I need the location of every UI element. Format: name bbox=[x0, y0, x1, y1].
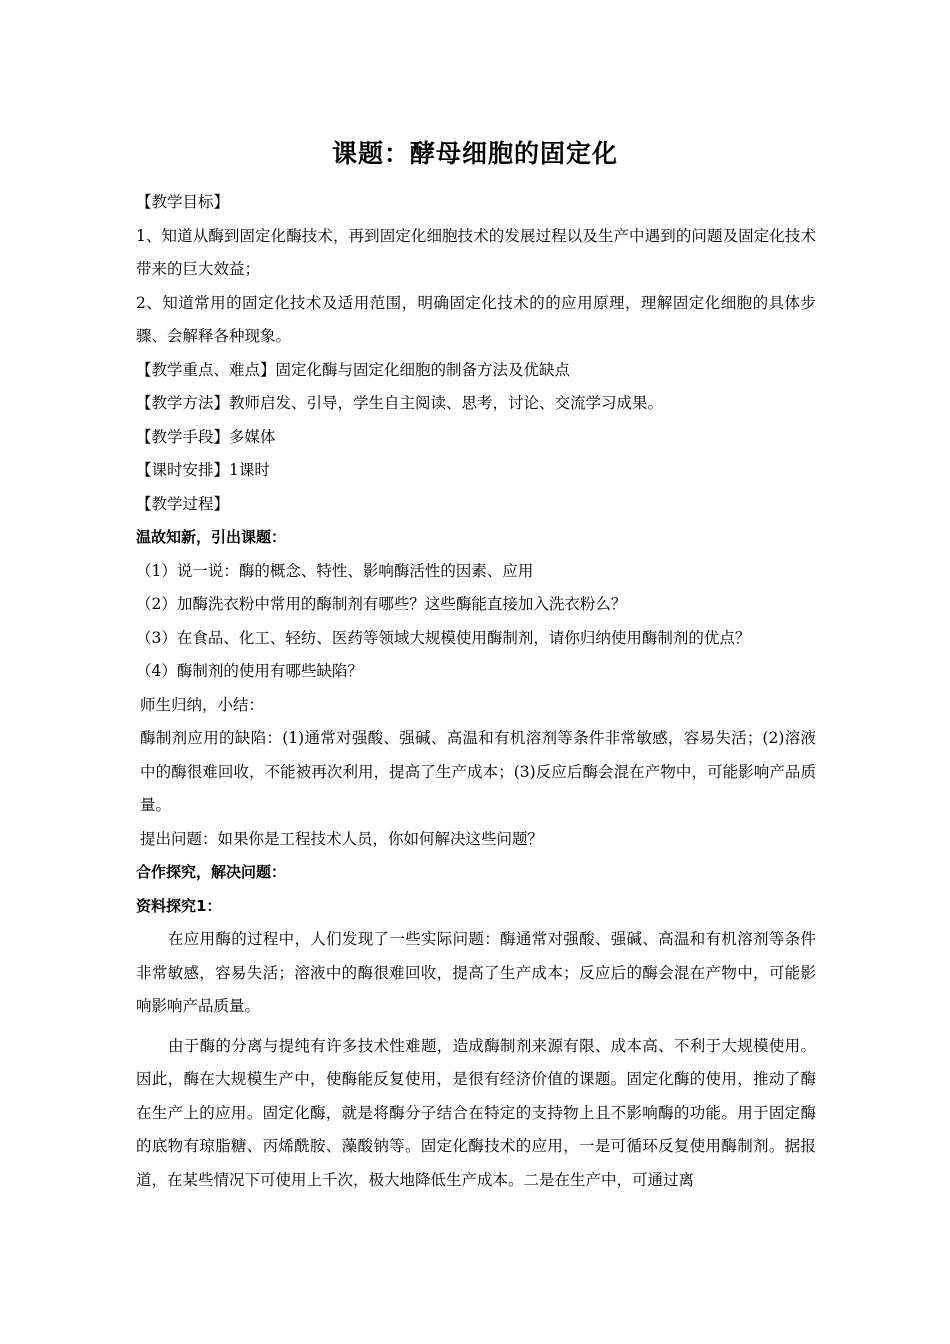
methods-label: 【教学方法】 bbox=[136, 394, 230, 412]
review-question-4: （4）酶制剂的使用有哪些缺陷？ bbox=[136, 662, 363, 680]
objectives-heading: 【教学目标】 bbox=[136, 193, 230, 211]
key-points-text: 固定化酶与固定化细胞的制备方法及优缺点 bbox=[275, 360, 571, 379]
summary-text: 酶制剂应用的缺陷：(1)通常对强酸、强碱、高温和有机溶剂等条件非常敏感，容易失活；(2)溶液中的酶很难回收，不能被再次利用，提高了生产成本；(3)反应后酶会混在产物中，可能影响产品质量。 bbox=[140, 729, 816, 814]
page-title: 课题：酵母细胞的固定化 bbox=[331, 139, 618, 168]
means-row bbox=[136, 421, 816, 455]
material-heading: 资料探究1： bbox=[136, 896, 222, 915]
explore-heading: 合作探究，解决问题： bbox=[136, 863, 287, 881]
objective-item-1: 1、知道从酶到固定化酶技术，再到固定化细胞技术的发展过程以及生产中遇到的问题及固定化技术带来的巨大效益； bbox=[136, 226, 816, 278]
schedule-text: 1课时 bbox=[229, 461, 270, 479]
review-question-1: （1）说一说：酶的概念、特性、影响酶活性的因素、应用 bbox=[136, 561, 534, 580]
key-points-row bbox=[136, 354, 816, 388]
review-question-3: （3）在食品、化工、轻纺、医药等领域大规模使用酶制剂，请你归纳使用酶制剂的优点？ bbox=[136, 628, 751, 647]
document-body bbox=[136, 186, 816, 1197]
methods-row bbox=[136, 387, 816, 421]
means-label: 【教学手段】 bbox=[136, 427, 230, 446]
methods-text: 教师启发、引导，学生自主阅读、思考，讨论、交流学习成果。 bbox=[229, 394, 664, 412]
key-points-label: 【教学重点、难点】 bbox=[136, 360, 276, 379]
summary-label: 师生归纳，小结： bbox=[140, 695, 265, 714]
problem-question: 提出问题：如果你是工程技术人员，你如何解决这些问题？ bbox=[140, 829, 544, 848]
schedule-row bbox=[136, 454, 816, 488]
review-heading: 温故知新，引出课题： bbox=[136, 528, 287, 546]
material-paragraph-1: 在应用酶的过程中，人们发现了一些实际问题：酶通常对强酸、强碱、高温和有机溶剂等条件非常敏感，容易失活；溶液中的酶很难回收，提高了生产成本；反应后的酶会混在产物中，可能影响影响产品质量。 bbox=[136, 930, 816, 1015]
means-text: 多媒体 bbox=[229, 427, 276, 446]
objective-item-2: 2、知道常用的固定化技术及适用范围，明确固定化技术的的应用原理，理解固定化细胞的具体步骤、会解释各种现象。 bbox=[136, 293, 816, 345]
review-question-2: （2）加酶洗衣粉中常用的酶制剂有哪些？这些酶能直接加入洗衣粉么？ bbox=[136, 595, 627, 613]
material-paragraph-2: 由于酶的分离与提纯有许多技术性难题，造成酶制剂来源有限、成本高、不利于大规模使用。因此，酶在大规模生产中，使酶能反复使用，是很有经济价值的课题。固定化酶的使用，推动了酶在生产上的应用。固定化酶，就是将酶分子结合在特定的支持物上且不影响酶的功能。用于固定酶的底物有琼脂糖、丙烯酰胺、藻酸钠等。固定化酶技术的应用，一是可循环反复使用酶制剂。据报道，在某些情况下可使用上千次，极大地降低生产成本。二是在生产中，可通过离 bbox=[136, 1036, 816, 1189]
process-label: 【教学过程】 bbox=[136, 494, 230, 513]
schedule-label: 【课时安排】 bbox=[136, 461, 230, 479]
